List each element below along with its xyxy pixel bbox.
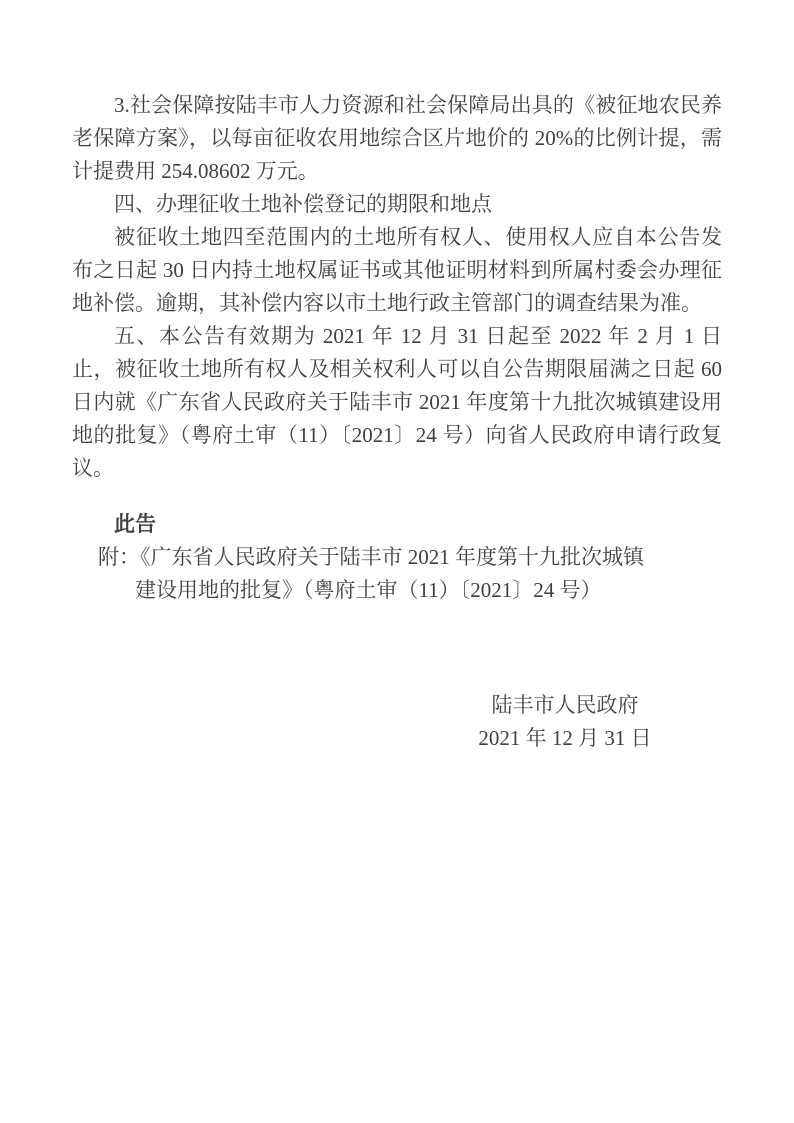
signature-block <box>445 689 685 755</box>
paragraph-registration-procedure: 被征收土地四至范围内的土地所有权人、使用权人应自本公告发布之日起 30 日内持土地权属证书或其他证明材料到所属村委会办理征地补偿。逾期，其补偿内容以市土地行政主管部门的调查结果为准。 <box>72 225 722 315</box>
signature-date: 2021 年 12 月 31 日 <box>478 726 652 750</box>
signature-issuer: 陆丰市人民政府 <box>491 693 639 717</box>
paragraph-social-security-fee: 3.社会保障按陆丰市人力资源和社会保障局出具的《被征地农民养老保障方案》，以每亩征收农用地综合区片地价的 20%的比例计提，需计提费用 254.08602 万元。 <box>72 93 722 183</box>
closing-statement: 此告 <box>114 512 156 536</box>
attachment-line-2: 建设用地的批复》（粤府土审（11）〔2021〕24 号） <box>135 578 602 602</box>
paragraph-validity-and-review: 五、本公告有效期为 2021 年 12 月 31 日起至 2022 年 2 月 1 日止，被征收土地所有权人及相关权利人可以自公告期限届满之日起 60 日内就《广东省人民政府关于陆丰市 2021 年度第十九批次城镇建设用地的批复》（粤府土审（11）〔2021〕24 号）向省人民政府申请行政复议。 <box>72 324 722 480</box>
section-heading-registration-deadline: 四、办理征收土地补偿登记的期限和地点 <box>114 192 492 216</box>
attachment-line-1: 附：《广东省人民政府关于陆丰市 2021 年度第十九批次城镇 <box>98 545 644 569</box>
